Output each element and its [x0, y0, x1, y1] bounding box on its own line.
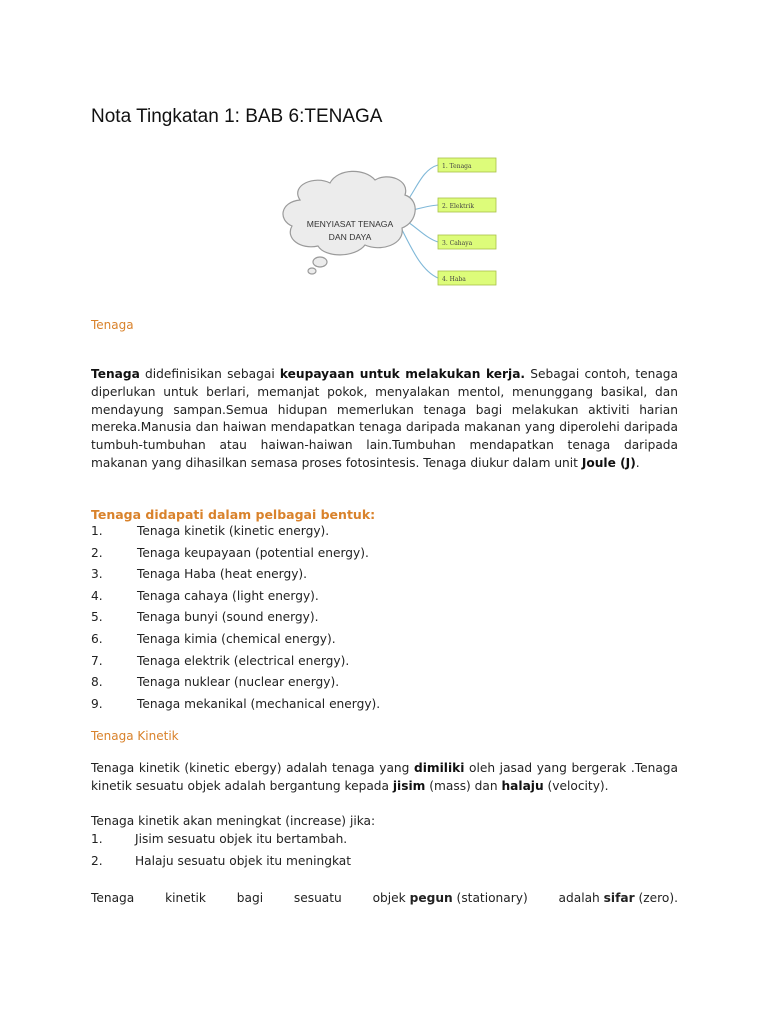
- cloud-text-line-2: DAN DAYA: [328, 232, 372, 242]
- section-heading-tenaga: Tenaga: [91, 318, 134, 332]
- cloud-text-line-1: MENYIASAT TENAGA: [306, 219, 394, 229]
- branch-label-2: 2. Elektrik: [442, 203, 474, 210]
- unit-joule: Joule (J): [581, 455, 636, 470]
- definition-text: keupayaan untuk melakukan kerja.: [279, 367, 526, 381]
- mind-map-diagram: [270, 150, 510, 290]
- branch-boxes: [438, 158, 496, 285]
- kinetik-increase-intro: Tenaga kinetik akan meningkat (increase) jika:: [91, 814, 376, 828]
- forms-heading: Tenaga didapati dalam pelbagai bentuk:: [91, 507, 376, 522]
- term-tenaga: Tenaga: [91, 367, 140, 381]
- section-heading-kinetik: Tenaga Kinetik: [91, 729, 179, 743]
- kinetik-paragraph: Tenaga kinetik (kinetic ebergy) adalah tenaga yang dimiliki oleh jasad yang bergerak .Tenaga kinetik sesuatu objek adalah bergantung kepada jisim (mass) dan halaju (velocity).: [91, 761, 678, 793]
- page-title: Nota Tingkatan 1: BAB 6:TENAGA: [91, 106, 383, 127]
- tenaga-definition-paragraph: Tenaga didefinisikan sebagai keupayaan untuk melakukan kerja. Sebagai contoh, tenaga diperlukan untuk berlari, memanjat pokok, menyalakan mentol, menunggang basikal, dan mendayung sampan.Semua hidupan memerlukan tenaga bagi melakukan aktiviti harian mereka.Manusia dan haiwan mendapatkan tenaga daripada makanan yang diperolehi daripada tumbuh-tumbuhan atau haiwan-haiwan lain.Tumbuhan mendapatkan tenaga daripada makanan yang dihasilkan semasa proses fotosintesis. Tenaga diukur dalam unit Joule (J).: [91, 367, 679, 470]
- kinetik-stationary-line: Tenaga kinetik bagi sesuatu objek pegun (stationary) adalah sifar (zero).: [91, 891, 678, 905]
- branch-label-3: 3. Cahaya: [442, 240, 473, 247]
- branch-label-1: 1. Tenaga: [442, 163, 472, 170]
- branch-label-4: 4. Haba: [442, 276, 466, 283]
